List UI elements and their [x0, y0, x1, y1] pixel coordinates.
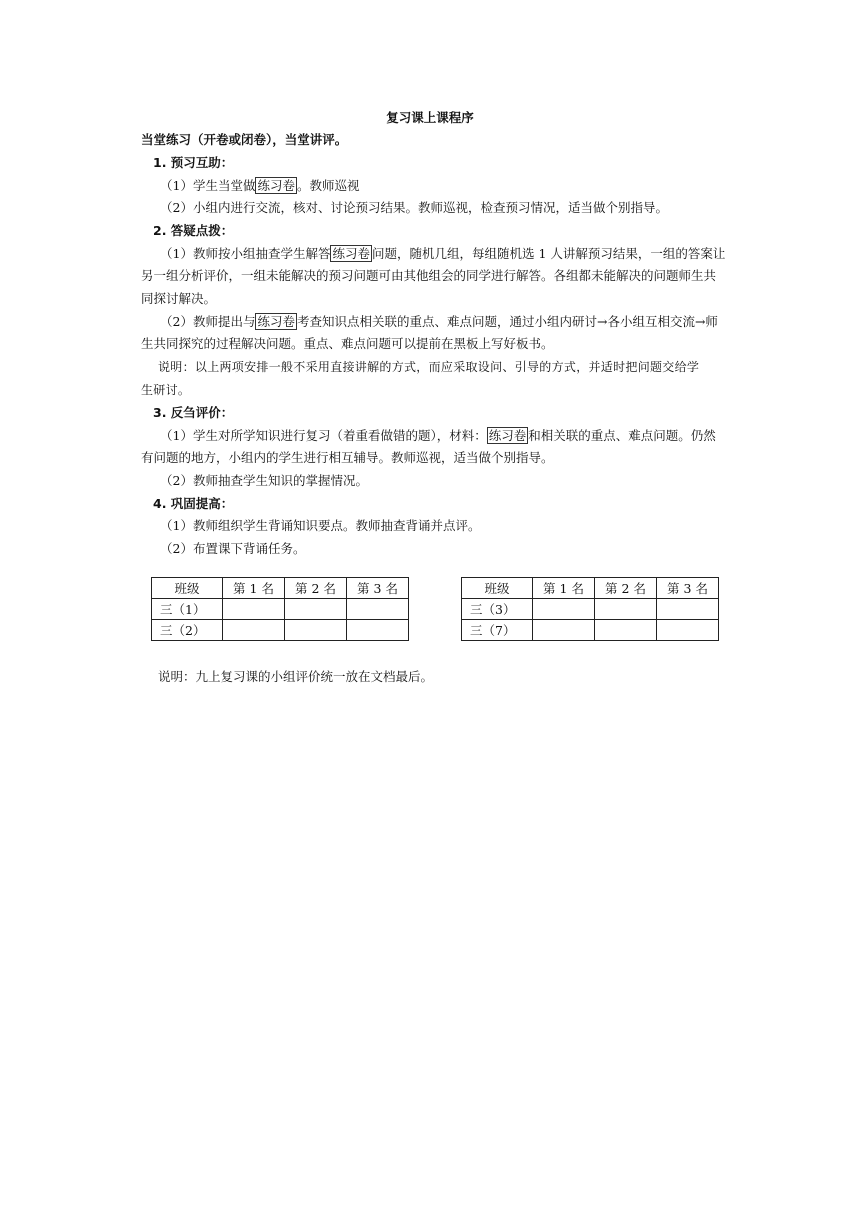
class-cell: 三（2） — [152, 620, 223, 641]
practice-paper-box: 练习卷 — [257, 178, 295, 193]
rank-cell[interactable] — [285, 599, 347, 620]
section-4-heading: 4. 巩固提高： — [153, 496, 234, 511]
text-segment: （1）学生当堂做 — [160, 178, 256, 193]
section-3-item-1-line-2: 有问题的地方，小组内的学生进行相互辅导。教师巡视，适当做个别指导。 — [141, 450, 554, 465]
table-row — [462, 599, 719, 620]
rank-cell[interactable] — [657, 620, 719, 641]
header-class: 班级 — [462, 578, 533, 599]
section-2-item-1-line-2: 另一组分析评价，一组未能解决的预习问题可由其他组会的同学进行解答。各组都未能解决的问题师生共 — [141, 268, 717, 283]
header-third: 第 3 名 — [657, 578, 719, 599]
rank-cell[interactable] — [285, 620, 347, 641]
section-3-heading: 3. 反刍评价： — [153, 405, 234, 420]
page-title: 复习课上课程序 — [386, 110, 474, 125]
ranking-table-right — [461, 577, 719, 641]
text-segment: （1）学生对所学知识进行复习（着重看做错的题），材料： — [160, 428, 487, 443]
rank-cell[interactable] — [657, 599, 719, 620]
header-second: 第 2 名 — [285, 578, 347, 599]
section-4-item-1: （1）教师组织学生背诵知识要点。教师抽查背诵并点评。 — [160, 518, 481, 533]
class-cell: 三（7） — [462, 620, 533, 641]
section-2-note: 说明：以上两项安排一般不采用直接讲解的方式，而应采取设问、引导的方式，并适时把问题交给学 — [158, 360, 700, 374]
intro-line: 当堂练习（开卷或闭卷），当堂讲评。 — [141, 132, 348, 147]
section-3-item-2: （2）教师抽查学生知识的掌握情况。 — [160, 473, 368, 488]
section-2-heading: 2. 答疑点拨： — [153, 223, 234, 238]
text-segment: （2）教师提出与 — [160, 314, 256, 329]
table-header-row — [152, 578, 409, 599]
table-header-row — [462, 578, 719, 599]
rank-cell[interactable] — [533, 599, 595, 620]
section-3-item-1 — [160, 427, 716, 444]
rank-cell[interactable] — [223, 620, 285, 641]
header-class: 班级 — [152, 578, 223, 599]
section-1-item-2: （2）小组内进行交流，核对、讨论预习结果。教师巡视，检查预习情况，适当做个别指导。 — [160, 200, 668, 215]
section-2-item-1 — [160, 245, 725, 262]
rank-cell[interactable] — [347, 599, 409, 620]
section-1-heading: 1. 预习互助： — [153, 155, 234, 170]
rank-cell[interactable] — [595, 599, 657, 620]
section-2-item-1-line-3: 同探讨解决。 — [141, 291, 217, 306]
text-segment: （1）教师按小组抽查学生解答 — [160, 246, 331, 261]
header-first: 第 1 名 — [223, 578, 285, 599]
class-cell: 三（1） — [152, 599, 223, 620]
ranking-table-left — [151, 577, 409, 641]
section-1-item-1 — [160, 177, 360, 194]
header-second: 第 2 名 — [595, 578, 657, 599]
section-2-item-2-line-2: 生共同探究的过程解决问题。重点、难点问题可以提前在黑板上写好板书。 — [141, 336, 554, 351]
rank-cell[interactable] — [595, 620, 657, 641]
header-first: 第 1 名 — [533, 578, 595, 599]
table-row — [462, 620, 719, 641]
section-2-item-2 — [160, 313, 718, 330]
table-row — [152, 620, 409, 641]
text-segment: 问题，随机几组，每组随机选 1 人讲解预习结果，一组的答案让 — [371, 246, 726, 261]
header-third: 第 3 名 — [347, 578, 409, 599]
footer-note: 说明：九上复习课的小组评价统一放在文档最后。 — [158, 669, 434, 684]
rank-cell[interactable] — [223, 599, 285, 620]
practice-paper-box: 练习卷 — [257, 314, 295, 329]
rank-cell[interactable] — [347, 620, 409, 641]
rank-cell[interactable] — [533, 620, 595, 641]
table-row — [152, 599, 409, 620]
section-4-item-2: （2）布置课下背诵任务。 — [160, 541, 306, 556]
section-2-note-line-2: 生研讨。 — [141, 383, 191, 397]
practice-paper-box: 练习卷 — [332, 246, 370, 261]
text-segment: 考查知识点相关联的重点、难点问题，通过小组内研讨→各小组互相交流→师 — [296, 314, 718, 329]
text-segment: 和相关联的重点、难点问题。仍然 — [528, 428, 716, 443]
practice-paper-box: 练习卷 — [488, 428, 527, 443]
class-cell: 三（3） — [462, 599, 533, 620]
text-segment: 。教师巡视 — [296, 178, 360, 193]
